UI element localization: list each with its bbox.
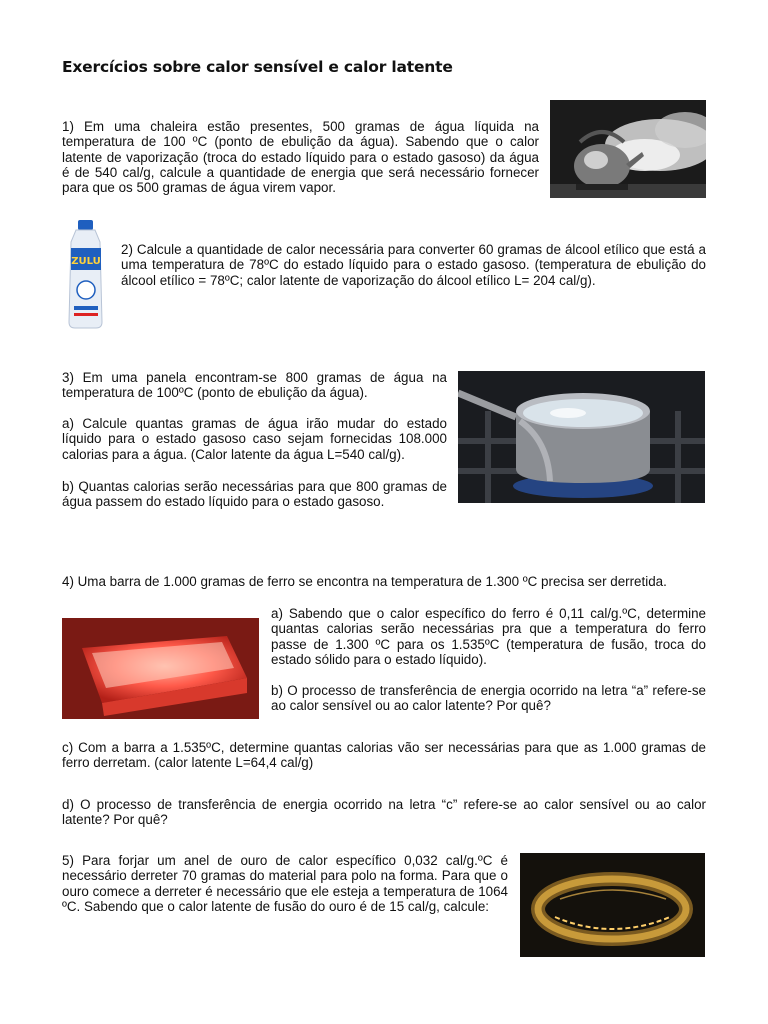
question-4-c: c) Com a barra a 1.535ºC, determine quantas calorias vão ser necessárias para que as 1.000 gramas de ferro derretam. (calor latente L=64,4 cal/g) (62, 740, 706, 771)
question-3-a: a) Calcule quantas gramas de água irão mudar do estado líquido para o estado gasoso caso sejam fornecidas 108.000 calorias para a água. (Calor latente da água L=540 cal/g). (62, 416, 447, 462)
question-4-a: a) Sabendo que o calor específico do ferro é 0,11 cal/g.ºC, determine quantas calorias serão necessárias pra que a temperatura do ferro passe de 1.300 ºC para os 1.535ºC (temperatura de fusão, troca do estado sólido para o estado líquido). (271, 606, 706, 667)
question-4-intro: 4) Uma barra de 1.000 gramas de ferro se encontra na temperatura de 1.300 ºC precisa ser derretida. (62, 574, 667, 589)
hot-iron-bar-image (62, 618, 259, 719)
bottle-brand-label: ZULU (71, 256, 101, 267)
question-4-d: d) O processo de transferência de energia ocorrido na letra “c” refere-se ao calor sensível ou ao calor latente? Por quê? (62, 797, 706, 828)
question-1-text: 1) Em uma chaleira estão presentes, 500 gramas de água líquida na temperatura de 100 ºC (ponto de ebulição da água). Sabendo que o calor latente de vaporização (troca do estado líquido para o estado gasoso) da água é de 540 cal/g, calcule a quantidade de energia que será necessário fornecer para que os 500 gramas de água virem vapor. (62, 119, 539, 196)
question-3-intro: 3) Em uma panela encontram-se 800 gramas de água na temperatura de 100ºC (ponto de ebulição da água). (62, 370, 447, 401)
alcohol-bottle-image (62, 218, 109, 330)
boiling-pan-image (458, 371, 705, 503)
question-3-b: b) Quantas calorias serão necessárias para que 800 gramas de água passem do estado líquido para o estado gasoso. (62, 479, 447, 510)
gold-ring-image (520, 853, 705, 957)
question-5-text: 5) Para forjar um anel de ouro de calor específico 0,032 cal/g.ºC é necessário derreter 70 gramas do material para polo na forma. Para que o ouro comece a derreter é necessário que ele esteja a temperatura de 1064 ºC. Sabendo que o calor latente de fusão do ouro é de 15 cal/g, calcule: (62, 853, 508, 914)
question-2-text: 2) Calcule a quantidade de calor necessária para converter 60 gramas de álcool etílico que está a uma temperatura de 78ºC do estado líquido para o estado gasoso. (temperatura de ebulição do álcool etílico = 78ºC; calor latente de vaporização do álcool etílico L= 204 cal/g). (121, 242, 706, 288)
question-4-b: b) O processo de transferência de energia ocorrido na letra “a” refere-se ao calor sensível ou ao calor latente? Por quê? (271, 683, 706, 714)
kettle-steam-image (550, 100, 706, 198)
page-title: Exercícios sobre calor sensível e calor latente (62, 58, 453, 76)
